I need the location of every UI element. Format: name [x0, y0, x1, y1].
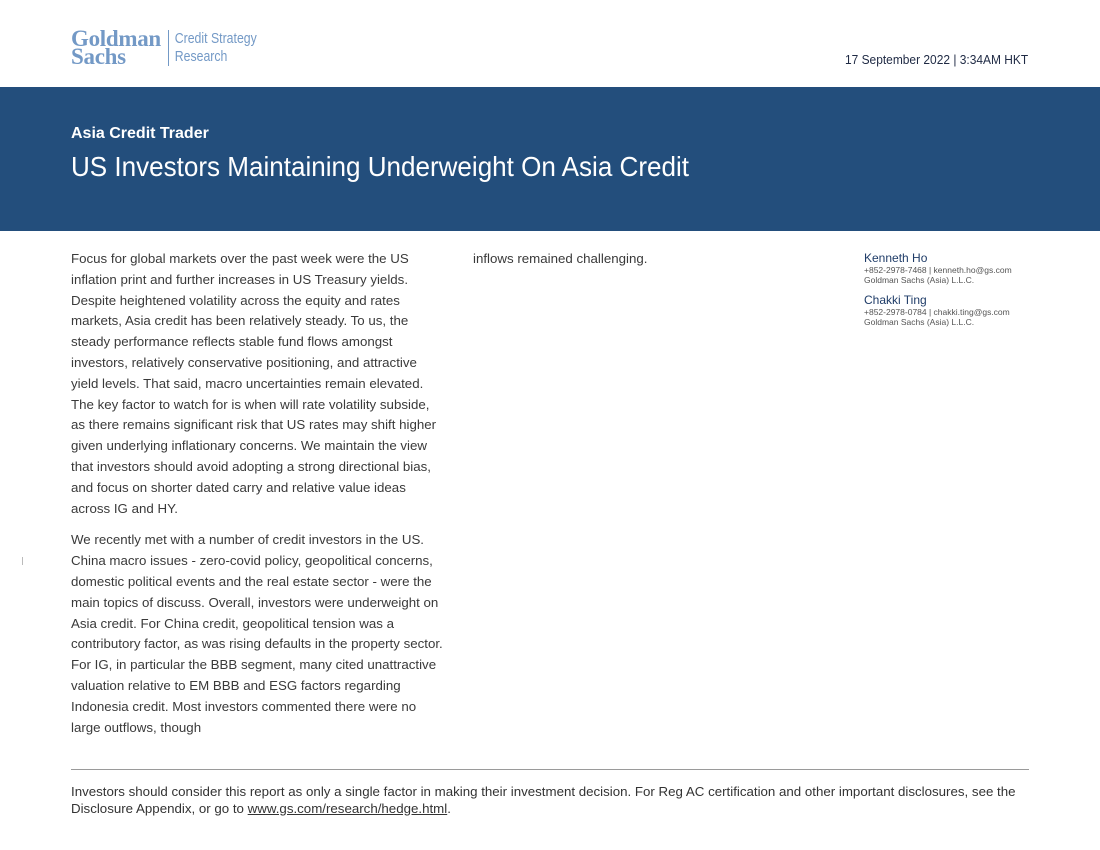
- logo-wordmark: [71, 26, 169, 69]
- author-contact[interactable]: +852-2978-0784 | chakki.ting@gs.com: [864, 307, 1010, 317]
- author-entity: Goldman Sachs (Asia) L.L.C.: [864, 275, 975, 285]
- body-column-right: [473, 249, 803, 281]
- body-paragraph-2: We recently met with a number of credit investors in the US. China macro issues - zero-covid policy, geopolitical concerns, domestic political events and the real estate sector - were the main topics of discuss. Overall, investors were underweight on Asia credit. For China credit, geopolitical tension was a contributory factor, as was rising defaults in the property sector. For IG, in particular the BBB segment, many cited unattractive valuation relative to EM BBB and ESG factors regarding Indonesia credit. Most investors commented there were no large outflows, though: [71, 532, 443, 735]
- author-block: [864, 294, 1064, 327]
- unit-name: [169, 30, 257, 66]
- disclaimer-end: .: [447, 800, 451, 816]
- author-list: [864, 252, 1064, 336]
- footer-divider: [71, 769, 1029, 770]
- logo-line-1: Goldman: [71, 26, 161, 51]
- title-banner: [0, 87, 1100, 231]
- unit-line-2: Research: [174, 48, 228, 65]
- author-contact[interactable]: +852-2978-7468 | kenneth.ho@gs.com: [864, 265, 1012, 275]
- publication-dateline: 17 September 2022 | 3:34AM HKT: [844, 52, 1028, 67]
- disclaimer-text: Investors should consider this report as only a single factor in making their investment decision. For Reg AC certification and other important disclosures, see the Disclosure Appendix, or go to: [71, 784, 1016, 816]
- logo-line-2: Sachs: [71, 44, 126, 69]
- author-name: Chakki Ting: [864, 293, 927, 307]
- series-name: Asia Credit Trader: [71, 125, 209, 142]
- author-entity: Goldman Sachs (Asia) L.L.C.: [864, 317, 975, 327]
- report-title: US Investors Maintaining Underweight On Asia Credit: [71, 151, 690, 182]
- disclaimer: [71, 784, 1031, 817]
- margin-mark: [22, 557, 23, 565]
- author-name: Kenneth Ho: [864, 251, 928, 265]
- goldman-sachs-logo: [71, 26, 276, 69]
- disclosure-link[interactable]: www.gs.com/research/hedge.html: [247, 800, 448, 816]
- body-paragraph-1: Focus for global markets over the past week were the US inflation print and further increases in US Treasury yields. Despite heightened volatility across the equity and rates markets, Asia credit has been relatively steady. To us, the steady performance reflects stable fund flows amongst investors, relatively conservative positioning, and attractive yield levels. That said, macro uncertainties remain elevated. The key factor to watch for is when will rate volatility subside, as there remains significant risk that US rates may shift higher given underlying inflationary concerns. We maintain the view that investors should avoid adopting a strong directional bias, and focus on shorter dated carry and relative value ideas across IG and HY.: [71, 251, 437, 516]
- body-paragraph-2-continued: inflows remained challenging.: [473, 251, 648, 266]
- unit-line-1: Credit Strategy: [174, 30, 257, 47]
- body-column-left: [71, 249, 443, 749]
- author-block: [864, 252, 1064, 285]
